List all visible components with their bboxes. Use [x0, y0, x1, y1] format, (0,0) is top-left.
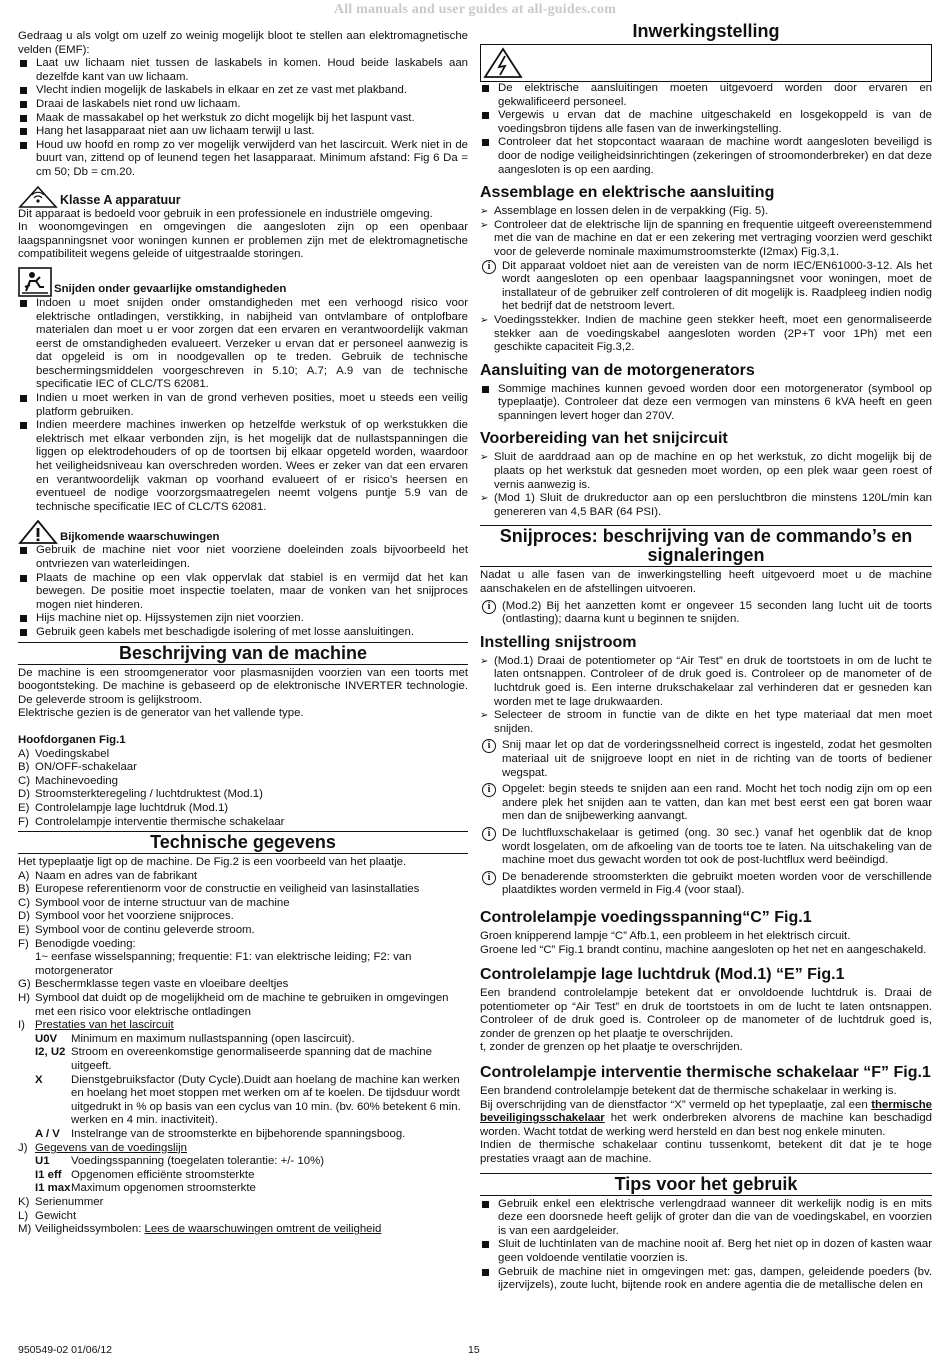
hoofd-item-key: E) — [18, 801, 30, 814]
tips-list — [480, 1198, 932, 1293]
tech-item — [18, 870, 468, 884]
klasse-p2: In woonomgevingen en omgevingen die aangesloten zijn op een openbaar laagspanningsnet voor woningen kunnen er problemen zijn met de elektromagnetische compatibiliteit wegens geleide of uitgestraalde storingen. — [18, 221, 468, 261]
snijproces-p: Nadat u alle fasen van de inwerkingstelling heeft uitgevoerd moet u de machine aanschakelen en de afstellingen uitvoeren. — [480, 569, 932, 596]
voeding-item-key: I1 max — [35, 1182, 71, 1195]
instelling-arrow: ➢ (Mod.1) Draai de potentiometer op “Air Test” en druk de toortstoets in om de lucht te laten ontsnappen. Controleer of de druk goed is. Controleer op de manometer of de luchtdruk goed is. Een interne drukschakelaar zal verhinderen dat er gesneden kan worden met te lage drukwaarden. — [480, 655, 932, 709]
instelling-title: Instelling snijstroom — [480, 633, 637, 651]
hoofd-item-value: Machinevoeding — [35, 774, 118, 787]
hoofd-item-value: Voedingskabel — [35, 747, 110, 760]
motor-bullet: Sommige machines kunnen gevoed worden door een motorgenerator (symbool op typeplaatje). Controleer dat deze een vermogen van minstens 6 kVA heeft en geen spanningen levert hoger dan 270V. — [480, 383, 932, 424]
prestatie-item-value: Instelrange van de stroomsterkte en bijbehorende spanningsboog. — [71, 1127, 406, 1140]
tech-item-value: Benodigde voeding: — [35, 937, 136, 950]
beschrijving-p1: De machine is een stroomgenerator voor plasmasnijden voorzien van een toorts met boogontsteking. De machine is gebaseerd op de elektronische INVERTER technologie. De geleverde stroom is gelijkstroom. — [18, 666, 468, 706]
tech-j-label: J) — [18, 1141, 28, 1154]
prestaties-list — [18, 1033, 468, 1142]
inwerk-bullet-list — [480, 82, 932, 177]
watermark-header: All manuals and user guides at all-guides.com — [333, 2, 617, 17]
hoofd-item-value: Controlelampje interventie thermische schakelaar — [35, 815, 285, 828]
voeding-item-key: U1 — [35, 1155, 50, 1168]
tech-item-value: Serienummer — [35, 1195, 104, 1208]
tech-f-detail: 1~ eenfase wisselspanning; frequentie: F1: van elektrische leiding; F2: van motorgenerator — [35, 951, 412, 977]
electric-warning-banner — [480, 44, 932, 82]
lampF-p2-a: Bij overschrijding van de dienstfactor “X” vermeld op het typeplaatje, zal een — [480, 1098, 872, 1111]
person-warning-icon — [18, 267, 52, 297]
emf-bullet-list — [18, 57, 468, 179]
lampE-title: Controlelampje lage luchtdruk (Mod.1) “E” Fig.1 — [480, 966, 845, 984]
info-icon: i — [482, 260, 496, 274]
tech-item-key: D) — [18, 910, 31, 923]
lampF-p2-b: thermische beveiligingsschakelaar — [480, 1098, 932, 1125]
prestatie-item-key: A / V — [35, 1127, 60, 1140]
tips-title: Tips voor het gebruik — [480, 1173, 932, 1196]
instelling-info — [480, 827, 932, 868]
hoofd-item-value: Stroomsterkteregeling / luchtdruktest (Mod.1) — [35, 788, 263, 801]
beschrijving-title: Beschrijving van de machine — [18, 642, 468, 665]
tips-bullet: Gebruik de machine niet in omgevingen met: gas, dampen, geleidende poeders (bv. ijzervijzels), zoute lucht, bijtende rook en andere agentia die de metallische delen en — [480, 1266, 932, 1293]
tech-item — [18, 897, 468, 911]
tech-item-value: Symbool voor de continu geleverde stroom. — [35, 924, 255, 937]
instelling-info-list — [480, 739, 932, 898]
voorb-arrow: ➢ Sluit de aarddraad aan op de machine en op het werkstuk, zo dicht mogelijk bij de plaats op het werkstuk dat gesneden moet worden, op een plek waar geen roest of vernis aanwezig is. — [480, 451, 932, 492]
safety-warnings-link[interactable]: Lees de waarschuwingen omtrent de veiligheid — [144, 1223, 382, 1236]
klasse-header — [18, 186, 468, 208]
hoofd-item — [18, 816, 468, 830]
emf-bullet: Laat uw lichaam niet tussen de laskabels in komen. Houd beide laskabels aan dezelfde kant van uw lichaam. — [18, 57, 468, 84]
lampC-p1: Groen knipperend lampje “C” Afb.1, een probleem in het elektrisch circuit. — [480, 929, 851, 942]
prestatie-item-key: I2, U2 — [35, 1046, 66, 1059]
info-icon: i — [482, 600, 496, 614]
tech-item-value: Beschermklasse tegen vaste en vloeibare deeltjes — [35, 978, 289, 991]
bijkomende-bullet: Plaats de machine op een vlak oppervlak dat stabiel is en vermijd dat het kan bewegen. De positie moet inspectie toelaten, maar de vonken van het snijproces mogen niet hinderen. — [18, 572, 468, 613]
voorb-title: Voorbereiding van het snijcircuit — [480, 430, 728, 448]
bijkomende-bullet: Gebruik de machine niet voor niet voorziene doeleinden zoals bijvoorbeeld het ontvriezen van waterleidingen. — [18, 544, 468, 571]
hoofd-item-key: F) — [18, 815, 29, 828]
emf-bullet: Vlecht indien mogelijk de laskabels in elkaar en zet ze vast met plakband. — [18, 84, 468, 98]
assemblage-title: Assemblage en elektrische aansluiting — [480, 184, 775, 202]
tech-item — [18, 910, 468, 924]
tech-item — [18, 978, 468, 992]
tech-item-key: E) — [18, 924, 30, 937]
voeding-item-value: Opgenomen efficiënte stroomsterkte — [71, 1168, 255, 1181]
assemblage-arrow: ➢ Controleer dat de elektrische lijn de spanning en frequentie uitgeeft overeenstemmend met die van de machine en dat er een zekering met vertraging voorzien werd geschikt voor de geleverde nominale maximumstroomsterkte (I2max) Fig.3,1. — [480, 219, 932, 260]
hoofd-item — [18, 788, 468, 802]
lampC-title: Controlelampje voedingsspanning“C” Fig.1 — [480, 908, 812, 926]
inwerk-bullet: Controleer dat het stopcontact waaraan de machine wordt aangesloten beveiligd is door de nodige veiligheidsinrichtingen (zekeringen of stroomonderbreker) en dat deze aangesloten is op een aarding. — [480, 136, 932, 177]
instelling-info-text: Snij maar let op dat de vorderingssnelheid correct is ingesteld, zodat het gesmolten materiaal uit de snijgroeve loopt en niet in de richting van de toorts of bediener wegspat. — [502, 739, 932, 779]
tech-item-key: H) — [18, 992, 31, 1005]
assemblage-list — [480, 205, 932, 259]
hoofd-item-key: B) — [18, 761, 30, 774]
hoofd-item-key: D) — [18, 788, 31, 801]
instelling-arrow: ➢ Selecteer de stroom in functie van de dikte en het type materiaal dat men moet snijden. — [480, 709, 932, 736]
hoofd-item-value: ON/OFF-schakelaar — [35, 761, 137, 774]
lampF-title: Controlelampje interventie thermische schakelaar “F” Fig.1 — [480, 1064, 931, 1082]
tech-i-label: I) — [18, 1019, 25, 1032]
prestatie-item — [18, 1033, 468, 1047]
tech-item — [18, 938, 468, 952]
snijden-bullet: Indoen u moet snijden onder omstandigheden met een verhoogd risico voor elektrische ontladingen, verstikking, in nabijheid van ontvlambare of ontplofbare materialen dan moet u er voor zorgen dat een ervaren en verantwoordelijk vakman eerst de omstandigheden evalueert. Verzeker u ervan dat er personeel aanwezig is dat opgeleid is om in noodgevallen op te treden. Gebruik de technische beschermingsmiddelen voorgeschreven in 5.10; A.7; A.9 van de technische specificatie IEC of CLC/TS 62081. — [18, 297, 468, 392]
lampF-p1: Een brandend controlelampje betekent dat de thermische schakelaar in werking is. — [480, 1085, 897, 1098]
prestatie-item-key: X — [35, 1073, 43, 1086]
inwerk-bullet: De elektrische aansluitingen moeten uitgevoerd worden door ervaren en gekwalificeerd personeel. — [480, 82, 932, 109]
hoofd-item — [18, 748, 468, 762]
tech-i-row — [18, 1019, 468, 1033]
tips-bullet: Sluit de luchtinlaten van de machine nooit af. Berg het niet op in dozen of kasten waar geen voldoende ventilatie voorzien is. — [480, 1238, 932, 1265]
assemblage-info-text: Dit apparaat voldoet niet aan de vereisten van de norm IEC/EN61000-3-12. Als het wordt aangesloten op een openbaar laagspanningsnet voor woningen, moet de installateur of de gebruiker zelf controleren of dit mogelijk is. Raadpleeg indien nodig het bedrijf dat de netstroom levert. — [502, 259, 932, 313]
tech-item — [18, 992, 468, 1019]
lampC-p2: Groene led “C” Fig.1 brandt continu, machine aangesloten op het net en aangeschakeld. — [480, 943, 927, 956]
emf-bullet: Maak de massakabel op het werkstuk zo dicht mogelijk bij het laspunt vast. — [18, 112, 468, 126]
prestatie-item — [18, 1074, 468, 1128]
tech-item-key: B) — [18, 883, 30, 896]
inwerk-bullet: Vergewis u ervan dat de machine uitgeschakeld en losgekoppeld is van de voedingsbron tijdens alle fasen van de inwerkingstelling. — [480, 109, 932, 136]
snijden-header — [18, 267, 468, 297]
hoofd-item — [18, 775, 468, 789]
voorb-list — [480, 451, 932, 519]
tech-list-2 — [18, 978, 468, 1019]
lampF-p3: Indien de thermische schakelaar continu tussenkomt, betekent dit dat je te hoge prestaties vraagt aan de machine. — [480, 1139, 932, 1166]
info-icon: i — [482, 827, 496, 841]
tech-m-row — [18, 1223, 468, 1237]
tech-j-title: Gegevens van de voedingslijn — [35, 1141, 187, 1154]
tech-item-key: F) — [18, 937, 29, 950]
tech-item-value: Symbool voor het voorziene snijproces. — [35, 910, 234, 923]
snijden-title: Snijden onder gevaarlijke omstandigheden — [54, 283, 287, 296]
info-icon: i — [482, 783, 496, 797]
tech-item-value: Symbool voor de interne structuur van de machine — [35, 896, 290, 909]
tech-intro: Het typeplaatje ligt op de machine. De Fig.2 is een voorbeeld van het plaatje. — [18, 856, 407, 869]
snijproces-title: Snijproces: beschrijving van de commando’s en signaleringen — [480, 525, 932, 567]
tech-list-3 — [18, 1196, 468, 1223]
snijproces-info — [480, 600, 932, 627]
left-column — [18, 30, 468, 1237]
tech-item-value: Gewicht — [35, 1209, 77, 1222]
voeding-item-value: Voedingsspanning (toegelaten tolerantie: +/- 10%) — [71, 1155, 324, 1168]
emf-bullet: Draai de laskabels niet rond uw lichaam. — [18, 98, 468, 112]
tech-item — [18, 924, 468, 938]
prestatie-item — [18, 1046, 468, 1073]
bijkomende-header — [18, 520, 468, 544]
tech-m-text: Veiligheidssymbolen: — [35, 1223, 145, 1236]
prestatie-item-value: Minimum en maximum nullastspanning (open lascircuit). — [71, 1032, 355, 1045]
tech-list — [18, 870, 468, 952]
snijden-bullet: Indien meerdere machines inwerken op hetzelfde werkstuk of op werkstukken die elektrisch met elkaar verbonden zijn, is het mogelijk dat de nullastspanningen die liggen op elektrodehouders of op de toortsen bij elkaar opgeteld worden, waardoor het veiligheidsniveau kan overschreden worden. Wees er zeker van dat een ervaren en verantwoordelijk vakman op voorhand evalueert of er risico’s heersen en eventueel de nodige voorzorgsmaatregelen neemt volgens puntje 5.9 van de technische specificatie IEC of CLC/TS 62081. — [18, 419, 468, 514]
emf-bullet: Houd uw hoofd en romp zo ver mogelijk verwijderd van het lascircuit. Werk niet in de buurt van, zittend op of leunend tegen het lasapparaat. Minimum afstand: Fig 6 Da = cm 50; Db = cm.20. — [18, 139, 468, 180]
prestatie-item-value: Dienstgebruiksfactor (Duty Cycle).Duidt aan hoelang de machine kan werken en hoelang het moet stoppen met werken om af te koelen. De tijdsduur wordt uitgedrukt in % op basis van een cyclus van 10 min. (bv. 60% betekent 6 min. werken en 4 min. inactiviteit). — [71, 1073, 461, 1127]
lampE-p2: t, zonder de grenzen op het plaatje te overschrijden. — [480, 1041, 743, 1054]
hoofd-title: Hoofdorganen Fig.1 — [18, 733, 126, 746]
right-column — [480, 18, 932, 1293]
emission-warning-icon — [18, 186, 58, 208]
voeding-item — [18, 1182, 468, 1196]
lampE-p: Een brandend controlelampje betekent dat er onvoldoende luchtdruk is. Draai de potentiometer op “Air Test” en druk de toortstoets in om de lucht te laten ontsnappen. Controleer of de druk goed is. Controleer op de manometer of de luchtdruk goed is, zonder de grenzen op het plaatje te overschrijden. — [480, 987, 932, 1040]
hoofd-item — [18, 761, 468, 775]
info-icon: i — [482, 871, 496, 885]
tech-item — [18, 883, 468, 897]
hoofd-item-value: Controlelampje lage luchtdruk (Mod.1) — [35, 801, 229, 814]
bijkomende-bullet-list — [18, 544, 468, 639]
tech-item-value: Naam en adres van de fabrikant — [35, 869, 198, 882]
instelling-info — [480, 783, 932, 824]
electric-warning-icon — [483, 47, 523, 79]
footer-code: 950549-02 01/06/12 — [18, 1344, 113, 1356]
snijden-bullet: Indien u moet werken in van de grond verheven posities, moet u steeds een veilig platform gebruiken. — [18, 392, 468, 419]
prestatie-item-key: U0V — [35, 1032, 58, 1045]
tech-m-label: M) — [18, 1223, 32, 1236]
prestatie-item — [18, 1128, 468, 1142]
voeding-item-value: Maximum opgenomen stroomsterkte — [71, 1182, 256, 1195]
instelling-info-text: De benaderende stroomsterkten die gebruikt moeten worden voor de verschillende plaatdiktes worden vermeld in Fig.4 (voor staal). — [502, 870, 932, 897]
tech-item-value: Europese referentienorm voor de constructie en veiligheid van lasinstallaties — [35, 883, 420, 896]
lampF-p2 — [480, 1099, 932, 1140]
instelling-info-text: De luchtfluxschakelaar is getimed (ong. 30 sec.) vanaf het ogenblik dat de knop wordt losgelaten, om de afkoeling van de toorts toe te laten. Na uitschakeling van de machine moet dus gewacht worden tot ook de post-luchtflux werd beëindigd. — [502, 826, 932, 867]
voorb-arrow: ➢ (Mod 1) Sluit de drukreductor aan op een persluchtbron die minstens 120L/min kan genereren van 4,5 BAR (64 PSI). — [480, 492, 932, 519]
hoofd-item-key: C) — [18, 774, 31, 787]
beschrijving-p2: Elektrische gezien is de generator van het vallende type. — [18, 707, 304, 720]
motor-title: Aansluiting van de motorgenerators — [480, 361, 755, 379]
tech-item-key: L) — [18, 1209, 29, 1222]
instelling-list — [480, 655, 932, 737]
assemblage-arrow-3: ➢ Voedingsstekker. Indien de machine geen stekker heeft, moet een genormaliseerde stekker aan de voedingskabel aangesloten worden (2P+T voor 1Ph) met een geschikte capaciteit Fig.3,2. — [480, 314, 932, 355]
tech-item-key: C) — [18, 896, 31, 909]
klasse-title: Klasse A apparatuur — [60, 192, 181, 207]
general-warning-icon — [18, 520, 58, 544]
hoofd-item — [18, 802, 468, 816]
snijproces-info-text: (Mod.2) Bij het aanzetten komt er ongeveer 15 seconden lang lucht uit de toorts (ontlasting); daarna kunt u beginnen te snijden. — [502, 599, 932, 626]
lampF-p2-c: het werk onderbreken alvorens de machine kan beschadigd worden. Wacht totdat de werking werd hersteld en dan best nog enkele minuten. — [480, 1112, 932, 1138]
voeding-item-key: I1 eff — [35, 1168, 62, 1181]
inwerk-title: Inwerkingstelling — [632, 21, 780, 41]
voeding-item — [18, 1169, 468, 1183]
tech-item-value: Symbool dat duidt op de mogelijkheid om de machine te gebruiken in omgevingen met een risico voor elektrische ontladingen — [35, 992, 449, 1018]
instelling-info-text: Opgelet: begin steeds te snijden aan een rand. Mocht het toch nodig zijn om op een andere plek het snijden aan te vatten, dan kan met best eerst een gat boren waar men dan de snijbewerking aanvangt. — [502, 783, 932, 823]
bijkomende-bullet: Hijs machine niet op. Hijssystemen zijn niet voorzien. — [18, 612, 468, 626]
prestatie-item-value: Stroom en overeenkomstige genormaliseerde spanning dat de machine uitgeeft. — [71, 1046, 432, 1072]
tech-j-row — [18, 1142, 468, 1156]
instelling-info — [480, 739, 932, 780]
tech-i-title: Prestaties van het lascircuit — [35, 1019, 174, 1032]
emf-intro: Gedraag u als volgt om uzelf zo weinig mogelijk bloot te stellen aan elektromagnetische velden (EMF): — [18, 30, 468, 56]
hoofd-list — [18, 748, 468, 830]
voeding-item — [18, 1155, 468, 1169]
tips-bullet: Gebruik enkel een elektrische verlengdraad wanneer dit werkelijk nodig is en mits deze een doorsnede heeft gelijk of groter dan die van de voedingskabel, en voorzien is van een aardgeleider. — [480, 1198, 932, 1239]
emf-bullet: Hang het lasapparaat niet aan uw lichaam terwijl u last. — [18, 125, 468, 139]
tech-item — [18, 1196, 468, 1210]
snijden-bullet-list — [18, 297, 468, 515]
assemblage-arrow: ➢ Assemblage en lossen delen in de verpakking (Fig. 5). — [480, 205, 932, 219]
info-icon: i — [482, 739, 496, 753]
voeding-list — [18, 1155, 468, 1196]
klasse-p1: Dit apparaat is bedoeld voor gebruik in een professionele en industriële omgeving. — [18, 207, 433, 220]
tech-item-key: G) — [18, 978, 31, 991]
bijkomende-title: Bijkomende waarschuwingen — [60, 530, 220, 543]
page-number: 15 — [468, 1344, 480, 1356]
bijkomende-bullet: Gebruik geen kabels met beschadigde isolering of met losse aansluitingen. — [18, 626, 468, 640]
tech-item-key: K) — [18, 1195, 30, 1208]
hoofd-item-key: A) — [18, 747, 30, 760]
instelling-info — [480, 871, 932, 898]
assemblage-info — [480, 260, 932, 314]
tech-item-key: A) — [18, 869, 30, 882]
tech-title: Technische gegevens — [18, 831, 468, 854]
tech-item — [18, 1210, 468, 1224]
